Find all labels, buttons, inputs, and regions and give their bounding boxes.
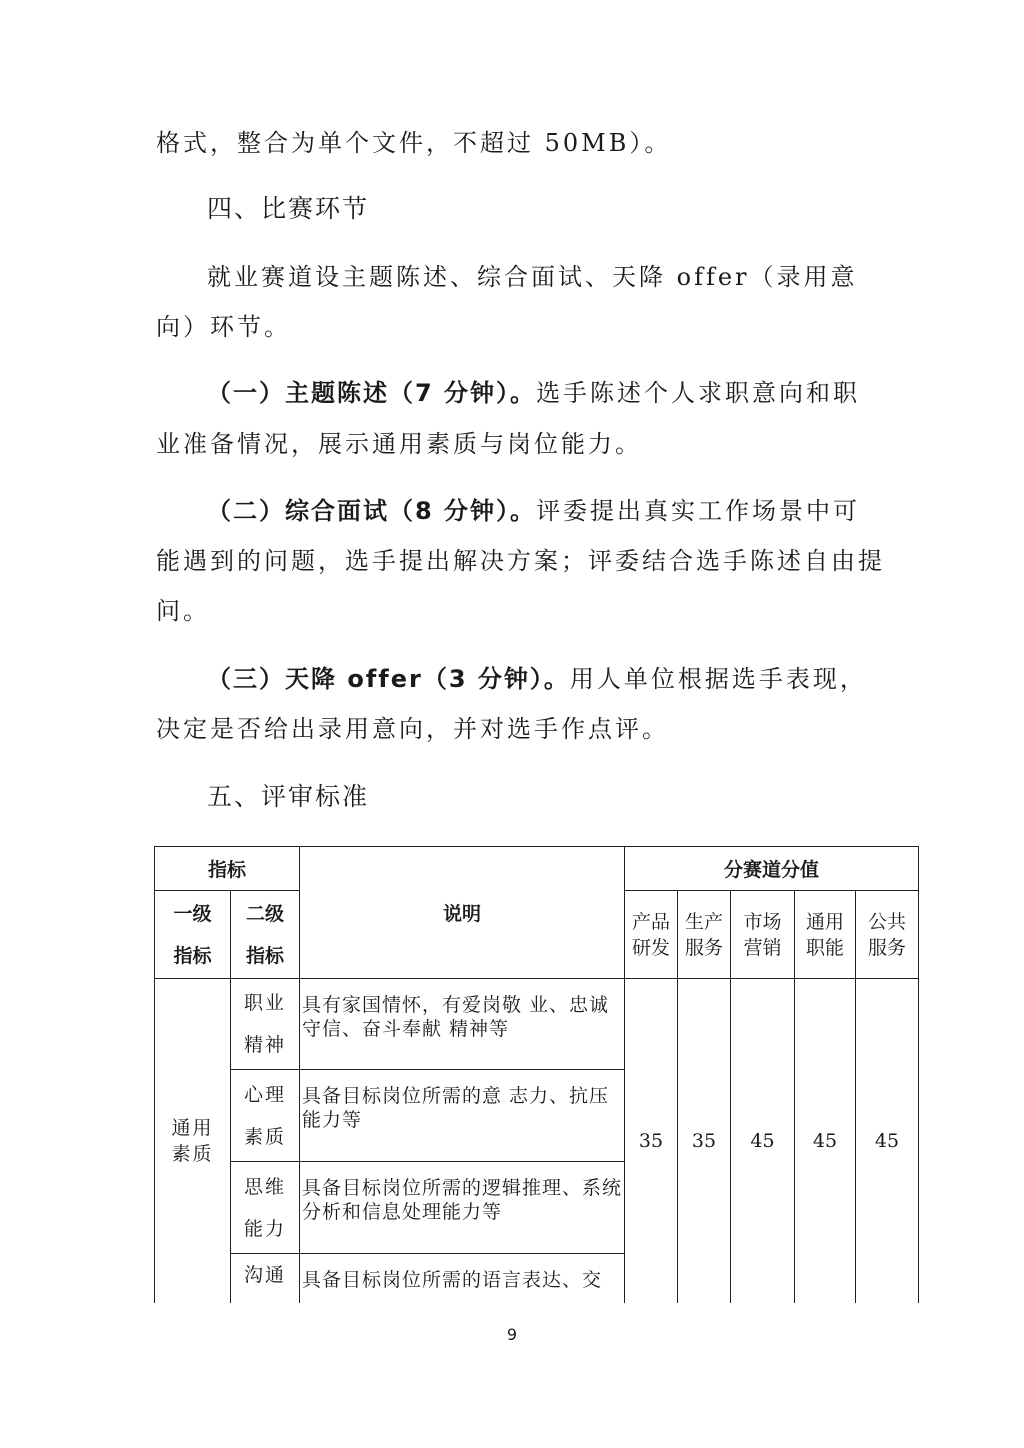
subsection-3-line1 xyxy=(207,664,867,694)
level2-line1: 沟通 xyxy=(244,1264,287,1286)
subsection-2-line1 xyxy=(207,496,860,526)
description-cell: 具备目标岗位所需的意 志力、抗压能力等 xyxy=(300,1070,625,1162)
level2-cell xyxy=(231,1254,300,1303)
header-track-general-function xyxy=(795,891,856,979)
header-description: 说明 xyxy=(300,847,625,979)
header-track-public-service xyxy=(856,891,919,979)
subsection-1-line2: 业准备情况，展示通用素质与岗位能力。 xyxy=(156,430,642,458)
track-label: 公共 xyxy=(868,910,907,933)
level2-line2: 能力 xyxy=(244,1217,287,1240)
paragraph-continuation: 格式，整合为单个文件，不超过 50MB）。 xyxy=(156,129,672,157)
subsection-1-line1 xyxy=(207,378,860,408)
level2-cell xyxy=(231,1162,300,1254)
track-label: 研发 xyxy=(632,936,671,959)
subsection-2-line3: 问。 xyxy=(156,597,210,625)
score-general-function: 45 xyxy=(795,979,856,1303)
track-label: 通用 xyxy=(806,910,845,933)
header-track-production-service xyxy=(678,891,731,979)
subsection-2-line2: 能遇到的问题，选手提出解决方案；评委结合选手陈述自由提 xyxy=(156,547,885,575)
header-level2 xyxy=(231,891,300,979)
scoring-table xyxy=(154,846,919,1303)
subsection-3-title: （三）天降 offer（3 分钟）。 xyxy=(207,665,570,693)
header-level1 xyxy=(155,891,231,979)
score-public-service: 45 xyxy=(856,979,919,1303)
score-product-rd: 35 xyxy=(625,979,678,1303)
track-label: 营销 xyxy=(743,936,782,959)
level1-line1: 通用 xyxy=(171,1116,214,1139)
level2-line1: 思维 xyxy=(244,1175,287,1198)
paragraph-intro-line1: 就业赛道设主题陈述、综合面试、天降 offer（录用意 xyxy=(207,263,858,291)
header-track-product-rd xyxy=(625,891,678,979)
track-label: 服务 xyxy=(868,936,907,959)
header-track-marketing xyxy=(731,891,795,979)
header-indicator: 指标 xyxy=(155,847,300,891)
paragraph-intro-line2: 向）环节。 xyxy=(156,313,291,341)
subsection-2-text: 评委提出真实工作场景中可 xyxy=(536,497,861,525)
header-level2-line2: 指标 xyxy=(246,944,285,967)
description-cell: 具备目标岗位所需的逻辑推理、系统分析和信息处理能力等 xyxy=(300,1162,625,1254)
track-label: 产品 xyxy=(632,910,671,933)
track-label: 生产 xyxy=(685,910,724,933)
level2-cell xyxy=(231,1070,300,1162)
level1-general-quality xyxy=(155,979,231,1303)
subsection-3-text: 用人单位根据选手表现， xyxy=(569,665,867,693)
subsection-3-line2: 决定是否给出录用意向，并对选手作点评。 xyxy=(156,715,669,743)
section-heading-5: 五、评审标准 xyxy=(207,782,370,811)
level1-line2: 素质 xyxy=(171,1142,214,1165)
header-level2-line1: 二级 xyxy=(246,902,285,925)
description-cell: 具备目标岗位所需的语言表达、交 xyxy=(300,1254,625,1303)
track-label: 市场 xyxy=(743,910,782,933)
score-marketing: 45 xyxy=(731,979,795,1303)
header-track-scores: 分赛道分值 xyxy=(625,847,919,891)
header-level1-line1: 一级 xyxy=(173,902,212,925)
level2-cell xyxy=(231,979,300,1070)
level2-line2: 精神 xyxy=(244,1034,287,1056)
subsection-1-text: 选手陈述个人求职意向和职 xyxy=(536,379,861,407)
track-label: 职能 xyxy=(806,936,845,959)
header-level1-line2: 指标 xyxy=(173,944,212,967)
level2-line1: 心理 xyxy=(244,1083,287,1106)
score-production-service: 35 xyxy=(678,979,731,1303)
description-cell: 具有家国情怀，有爱岗敬 业、忠诚守信、奋斗奉献 精神等 xyxy=(300,979,625,1070)
track-label: 服务 xyxy=(685,936,724,959)
page-number: 9 xyxy=(506,1325,518,1344)
subsection-2-title: （二）综合面试（8 分钟）。 xyxy=(207,497,537,525)
section-heading-4: 四、比赛环节 xyxy=(207,194,370,223)
level2-line2: 素质 xyxy=(244,1125,287,1148)
level2-line1: 职业 xyxy=(244,992,287,1014)
subsection-1-title: （一）主题陈述（7 分钟）。 xyxy=(207,379,537,407)
